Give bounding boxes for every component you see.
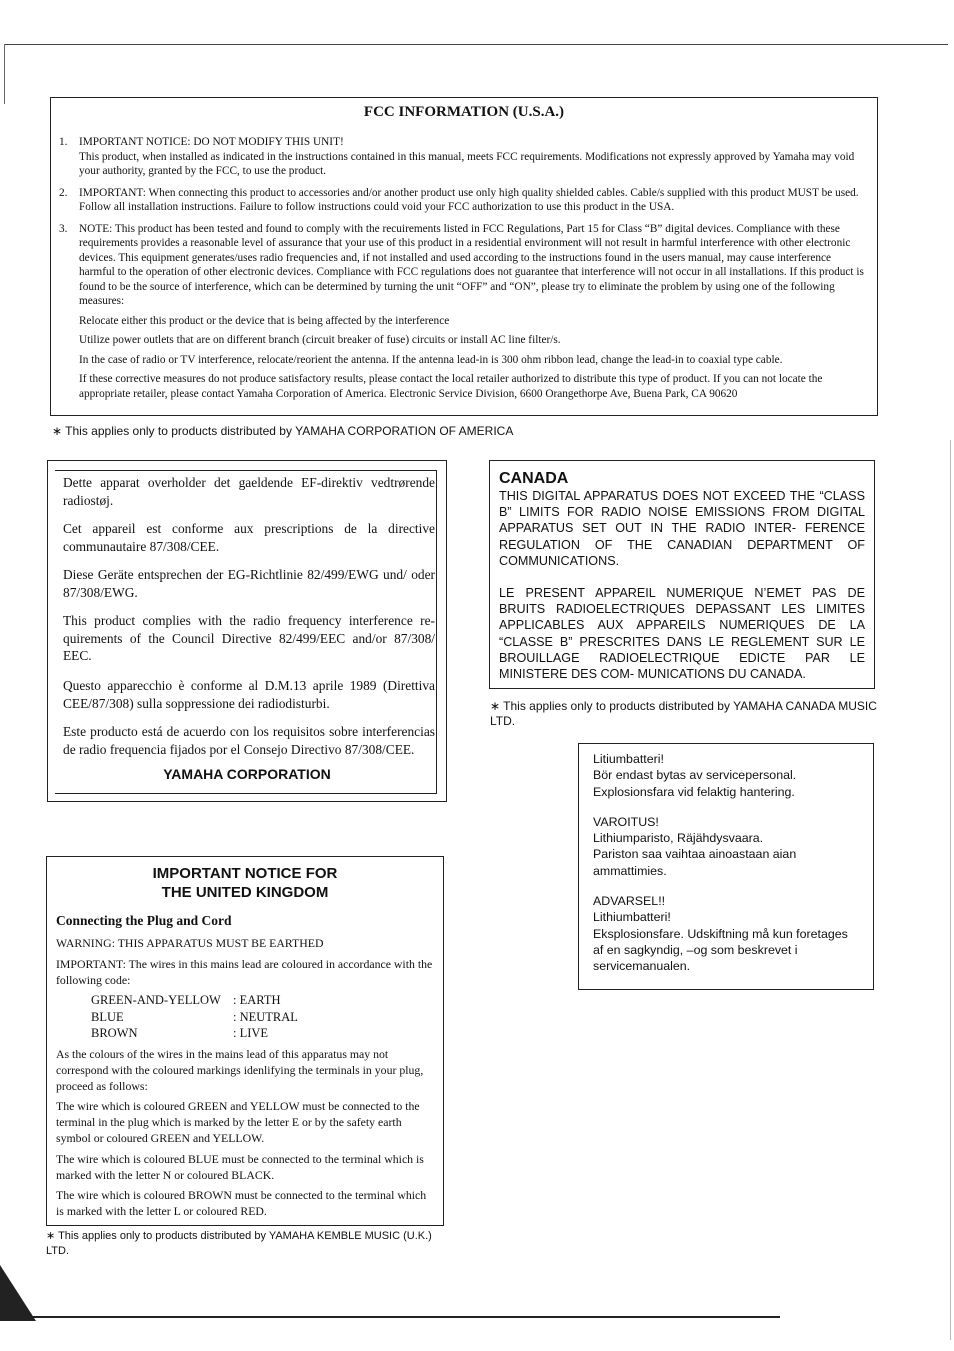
wire-color: BLUE xyxy=(91,1010,124,1024)
ec-paragraph-danish: Dette apparat overholder det gaeldende EF-direktiv vedtrørende radiostøj. xyxy=(63,475,435,508)
fcc-item-number: 1. xyxy=(59,136,68,148)
wire-meaning: : NEUTRAL xyxy=(233,1010,298,1024)
uk-paragraph: The wire which is coloured GREEN and YELLOW must be connected to the terminal in the plug which is marked by the letter E or by the safety earth symbol or coloured GREEN and YELLOW. xyxy=(56,1099,420,1145)
uk-paragraph: The wire which is coloured BROWN must be connected to the terminal which is marked with the letter L or coloured RED. xyxy=(56,1188,427,1218)
ec-directive-box xyxy=(47,460,447,802)
ec-paragraph-german: Diese Geräte entsprechen der EG-Richtlinie 82/499/EWG und/ oder 87/308/EWG. xyxy=(63,567,435,600)
wire-color: BROWN xyxy=(91,1026,138,1040)
uk-subtitle: Connecting the Plug and Cord xyxy=(56,913,232,928)
scan-corner-shadow xyxy=(0,1265,36,1321)
ec-paragraph-english: This product complies with the radio frequency interference re- quirements of the Council Directive 82/499/EEC and/or 87/308/ EEC. xyxy=(63,613,435,663)
battery-line: ADVARSEL!! xyxy=(593,894,666,909)
ec-paragraph-italian: Questo apparecchio è conforme al D.M.13 aprile 1989 (Direttiva CEE/87/308) sulla soppressione dei radiodisturbi. xyxy=(63,678,435,711)
canada-title: CANADA xyxy=(499,470,569,487)
fcc-item-text: IMPORTANT NOTICE: DO NOT MODIFY THIS UNIT! xyxy=(79,136,344,148)
battery-line: Pariston saa vaihtaa ainoastaan aian xyxy=(593,847,797,862)
battery-line: VAROITUS! xyxy=(593,814,659,829)
uk-footnote: ∗ This applies only to products distributed by YAMAHA KEMBLE MUSIC (U.K.) LTD. xyxy=(46,1230,432,1257)
uk-paragraph: As the colours of the wires in the mains lead of this apparatus may not correspond with the coloured markings idenlifying the terminals in your plug, proceed as follows: xyxy=(56,1047,424,1093)
fcc-item-number: 3. xyxy=(59,222,68,235)
fcc-item xyxy=(59,222,869,402)
scan-border-line xyxy=(4,44,948,45)
wire-meaning: : LIVE xyxy=(233,1026,269,1040)
battery-line: Eksplosionsfare. Udskiftning må kun foretages xyxy=(593,926,848,941)
fcc-item-text: This product, when installed as indicated in the instructions contained in this manual, meets FCC requirements. Modifications not expressly approved by Yamaha may void your authority, granted by the FCC, to use the product. xyxy=(79,150,855,177)
fcc-information-box xyxy=(50,97,878,416)
uk-warning: WARNING: THIS APPARATUS MUST BE EARTHED xyxy=(56,936,324,950)
wire-color: GREEN-AND-YELLOW xyxy=(91,993,221,1007)
battery-line: servicemanualen. xyxy=(593,959,691,974)
battery-line: ammattimies. xyxy=(593,863,667,878)
fcc-item xyxy=(59,186,869,215)
ec-paragraph-spanish: Este producto está de acuerdo con los requisitos sobre interferencias de radio frequencia fijados por el Consejo Directivo 87/308/CEE. xyxy=(63,724,435,757)
uk-title xyxy=(47,864,443,902)
ec-signature: YAMAHA CORPORATION xyxy=(163,766,331,782)
fcc-item-number: 2. xyxy=(59,186,68,199)
canada-french-text: LE PRESENT APPAREIL NUMERIQUE N’EMET PAS DE BRUITS RADIOELECTRIQUES DEPASSANT LES LIMITES APPLICABLES AUX APPAREILS NUMERIQUES DE LA “CLASSE B” PRESCRITES DANS LE REGLEMENT SUR LE BROUILLAGE RADIOELECTRIQUE EDICTE PAR LE MINISTERE DES COM- MUNICATIONS DU CANADA. xyxy=(499,586,865,682)
scan-border-line xyxy=(20,1316,780,1318)
canada-english-text: THIS DIGITAL APPARATUS DOES NOT EXCEED THE “CLASS B” LIMITS FOR RADIO NOISE EMISSIONS FROM DIGITAL APPARATUS SET OUT IN THE RADIO INTER- FERENCE REGULATION OF THE CANADIAN DEPARTMENT OF COMMUNICATIONS. xyxy=(499,489,865,568)
battery-line: af en sagkyndig, –og som beskrevet i xyxy=(593,942,798,957)
battery-line: Litiumbatteri! xyxy=(593,752,664,766)
fcc-title: FCC INFORMATION (U.S.A.) xyxy=(363,104,565,120)
canada-notice-box xyxy=(489,460,875,689)
scan-border-line xyxy=(4,44,5,104)
fcc-footnote: ∗ This applies only to products distributed by YAMAHA CORPORATION OF AMERICA xyxy=(52,424,514,438)
battery-line: Bör endast bytas av servicepersonal. xyxy=(593,768,797,783)
fcc-item-text: IMPORTANT: When connecting this product to accessories and/or another product use only high quality shielded cables. Cable/s supplied with this product MUST be used. Follow all installation instructions. Failure to follow instructions could void your FCC authorization to use this product in the USA. xyxy=(79,186,859,213)
wire-meaning: : EARTH xyxy=(233,993,281,1007)
scan-border-line xyxy=(950,440,951,1340)
battery-line: Lithiumbatteri! xyxy=(593,910,671,925)
uk-paragraph: The wire which is coloured BLUE must be connected to the terminal which is marked with the letter N or coloured BLACK. xyxy=(56,1152,424,1182)
fcc-measure: If these corrective measures do not produce satisfactory results, please contact the local retailer authorized to distribute this type of product. If you can not locate the appropriate retailer, please contact Yamaha Corporation of America. Electronic Service Division, 6600 Orangethorpe Ave, Buena Park, CA 90620 xyxy=(79,373,823,400)
fcc-measure: Relocate either this product or the device that is being affected by the interference xyxy=(79,314,450,327)
battery-warning-danish xyxy=(593,893,859,974)
fcc-item-text: NOTE: This product has been tested and found to comply with the recuirements listed in FCC Regulations, Part 15 for Class “B” digital devices. Compliance with these requirements provides a reasonable level of assurance that your use of this product in a residential environment will not result in harmful interference with other electronic devices. This equipment generates/uses radio frequencies and, if not installed and used according to the instructions found in the users manual, may cause interference harmful to the operation of other electronic devices. Compliance with FCC regulations does not guarantee that interference will not occur in all installations. If this product is found to be the source of interference, which can be determined by turning the unit “OFF” and “ON”, please try to eliminate the problem by using one of the following measures: xyxy=(79,222,864,307)
fcc-item xyxy=(59,135,869,179)
uk-title-line: THE UNITED KINGDOM xyxy=(161,884,329,901)
uk-notice-box xyxy=(46,856,444,1226)
uk-title-line: IMPORTANT NOTICE FOR xyxy=(152,865,338,882)
uk-important: IMPORTANT: The wires in this mains lead are coloured in accordance with the following code: xyxy=(56,957,433,987)
canada-footnote: ∗ This applies only to products distributed by YAMAHA CANADA MUSIC LTD. xyxy=(490,699,877,728)
ec-paragraph-french: Cet appareil est conforme aux prescriptions de la directive communautaire 87/308/CEE. xyxy=(63,521,435,554)
fcc-measure: In the case of radio or TV interference, relocate/reorient the antenna. If the antenna lead-in is 300 ohm ribbon lead, change the lead-in to coaxial type cable. xyxy=(79,353,783,366)
battery-line: Lithiumparisto, Räjähdysvaara. xyxy=(593,831,764,846)
fcc-measure: Utilize power outlets that are on different branch (circuit breaker of fuse) circuits or install AC line filter/s. xyxy=(79,334,561,346)
battery-warning-finnish xyxy=(593,814,859,879)
battery-warning-swedish xyxy=(593,751,859,800)
battery-line: Explosionsfara vid felaktig hantering. xyxy=(593,784,795,799)
battery-warning-box xyxy=(578,743,874,990)
